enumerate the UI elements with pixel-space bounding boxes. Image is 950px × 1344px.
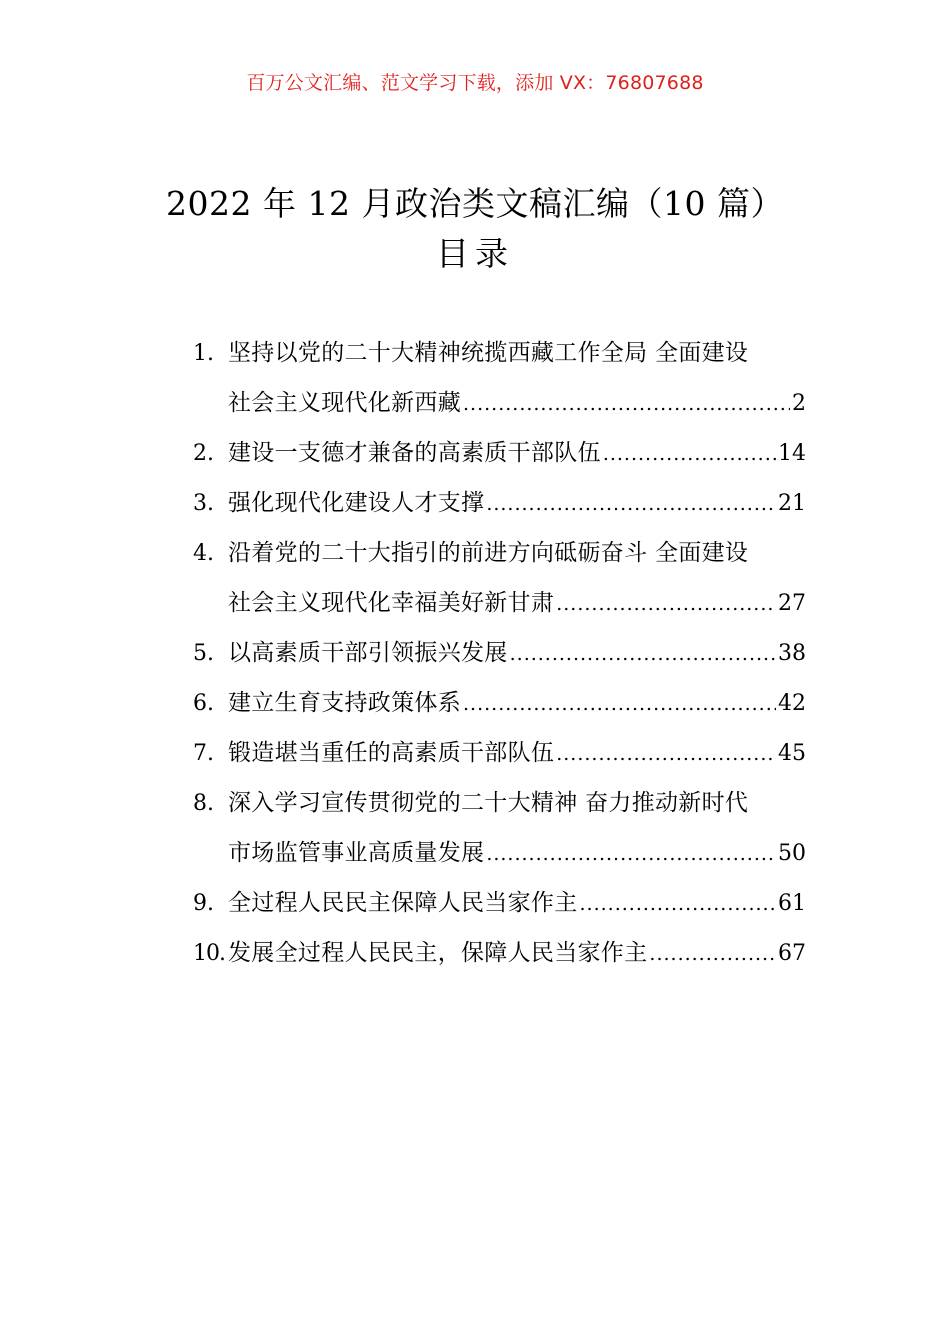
toc-entry-title: 市场监管事业高质量发展 — [228, 840, 485, 866]
toc-entry-3[interactable] — [193, 478, 806, 528]
dot-leader — [463, 679, 776, 729]
toc-entry-page: 61 — [778, 891, 806, 916]
dot-leader — [603, 429, 776, 479]
toc-entry-title: 深入学习宣传贯彻党的二十大精神 奋力推动新时代 — [228, 790, 749, 816]
toc-entry-title: 锻造堪当重任的高素质干部队伍 — [228, 740, 555, 766]
toc-entry-page: 14 — [778, 441, 806, 466]
dot-leader — [649, 929, 776, 979]
dot-leader — [580, 879, 777, 929]
toc-entry-1[interactable] — [193, 328, 806, 378]
toc-entry-page: 67 — [778, 941, 806, 966]
dot-leader — [556, 579, 776, 629]
toc-entry-number: 6. — [193, 691, 214, 716]
toc-entry-title: 发展全过程人民民主，保障人民当家作主 — [228, 940, 648, 966]
dot-leader — [556, 729, 776, 779]
toc-entry-9[interactable] — [193, 878, 806, 928]
toc-entry-number: 3. — [193, 491, 214, 516]
toc-entry-page: 2 — [792, 391, 806, 416]
toc-entry-4[interactable] — [193, 528, 806, 578]
toc-entry-title: 以高素质干部引领振兴发展 — [228, 640, 508, 666]
toc-entry-7[interactable] — [193, 728, 806, 778]
toc-entry-title: 强化现代化建设人才支撑 — [228, 490, 485, 516]
dot-leader — [463, 379, 790, 429]
toc-heading: 目录 — [436, 234, 514, 273]
toc-entry-5[interactable] — [193, 628, 806, 678]
toc-entry-10[interactable] — [193, 928, 806, 978]
toc-entry-number: 10. — [193, 941, 225, 966]
toc-entry-title: 全过程人民民主保障人民当家作主 — [228, 890, 578, 916]
toc-entry-number: 2. — [193, 441, 214, 466]
toc-entry-6[interactable] — [193, 678, 806, 728]
toc-entry-title: 坚持以党的二十大精神统揽西藏工作全局 全面建设 — [228, 340, 749, 366]
toc-entry-page: 50 — [778, 841, 806, 866]
toc-entry-page: 45 — [778, 741, 806, 766]
toc-entry-page: 27 — [778, 591, 806, 616]
toc-entry-number: 5. — [193, 641, 214, 666]
dot-leader — [510, 629, 776, 679]
toc-entry-title: 社会主义现代化新西藏 — [228, 390, 461, 416]
toc-entry-number: 8. — [193, 791, 214, 816]
toc-entry-2[interactable] — [193, 428, 806, 478]
header-note: 百万公文汇编、范文学习下载，添加 VX：76807688 — [246, 72, 704, 94]
table-of-contents — [193, 328, 806, 978]
toc-entry-title: 建设一支德才兼备的高素质干部队伍 — [228, 440, 601, 466]
document-title: 2022 年 12 月政治类文稿汇编（10 篇） — [166, 184, 784, 223]
toc-entry-number: 9. — [193, 891, 214, 916]
toc-entry-number: 4. — [193, 541, 214, 566]
dot-leader — [486, 479, 776, 529]
toc-entry-title: 社会主义现代化幸福美好新甘肃 — [228, 590, 555, 616]
toc-entry-4-continued[interactable] — [193, 578, 806, 628]
dot-leader — [486, 829, 776, 879]
toc-entry-number: 7. — [193, 741, 214, 766]
toc-entry-title: 沿着党的二十大指引的前进方向砥砺奋斗 全面建设 — [228, 540, 749, 566]
toc-entry-page: 21 — [778, 491, 806, 516]
toc-entry-page: 42 — [778, 691, 806, 716]
toc-entry-1-continued[interactable] — [193, 378, 806, 428]
toc-entry-8-continued[interactable] — [193, 828, 806, 878]
toc-entry-page: 38 — [778, 641, 806, 666]
toc-entry-title: 建立生育支持政策体系 — [228, 690, 461, 716]
toc-entry-8[interactable] — [193, 778, 806, 828]
toc-entry-number: 1. — [193, 341, 214, 366]
